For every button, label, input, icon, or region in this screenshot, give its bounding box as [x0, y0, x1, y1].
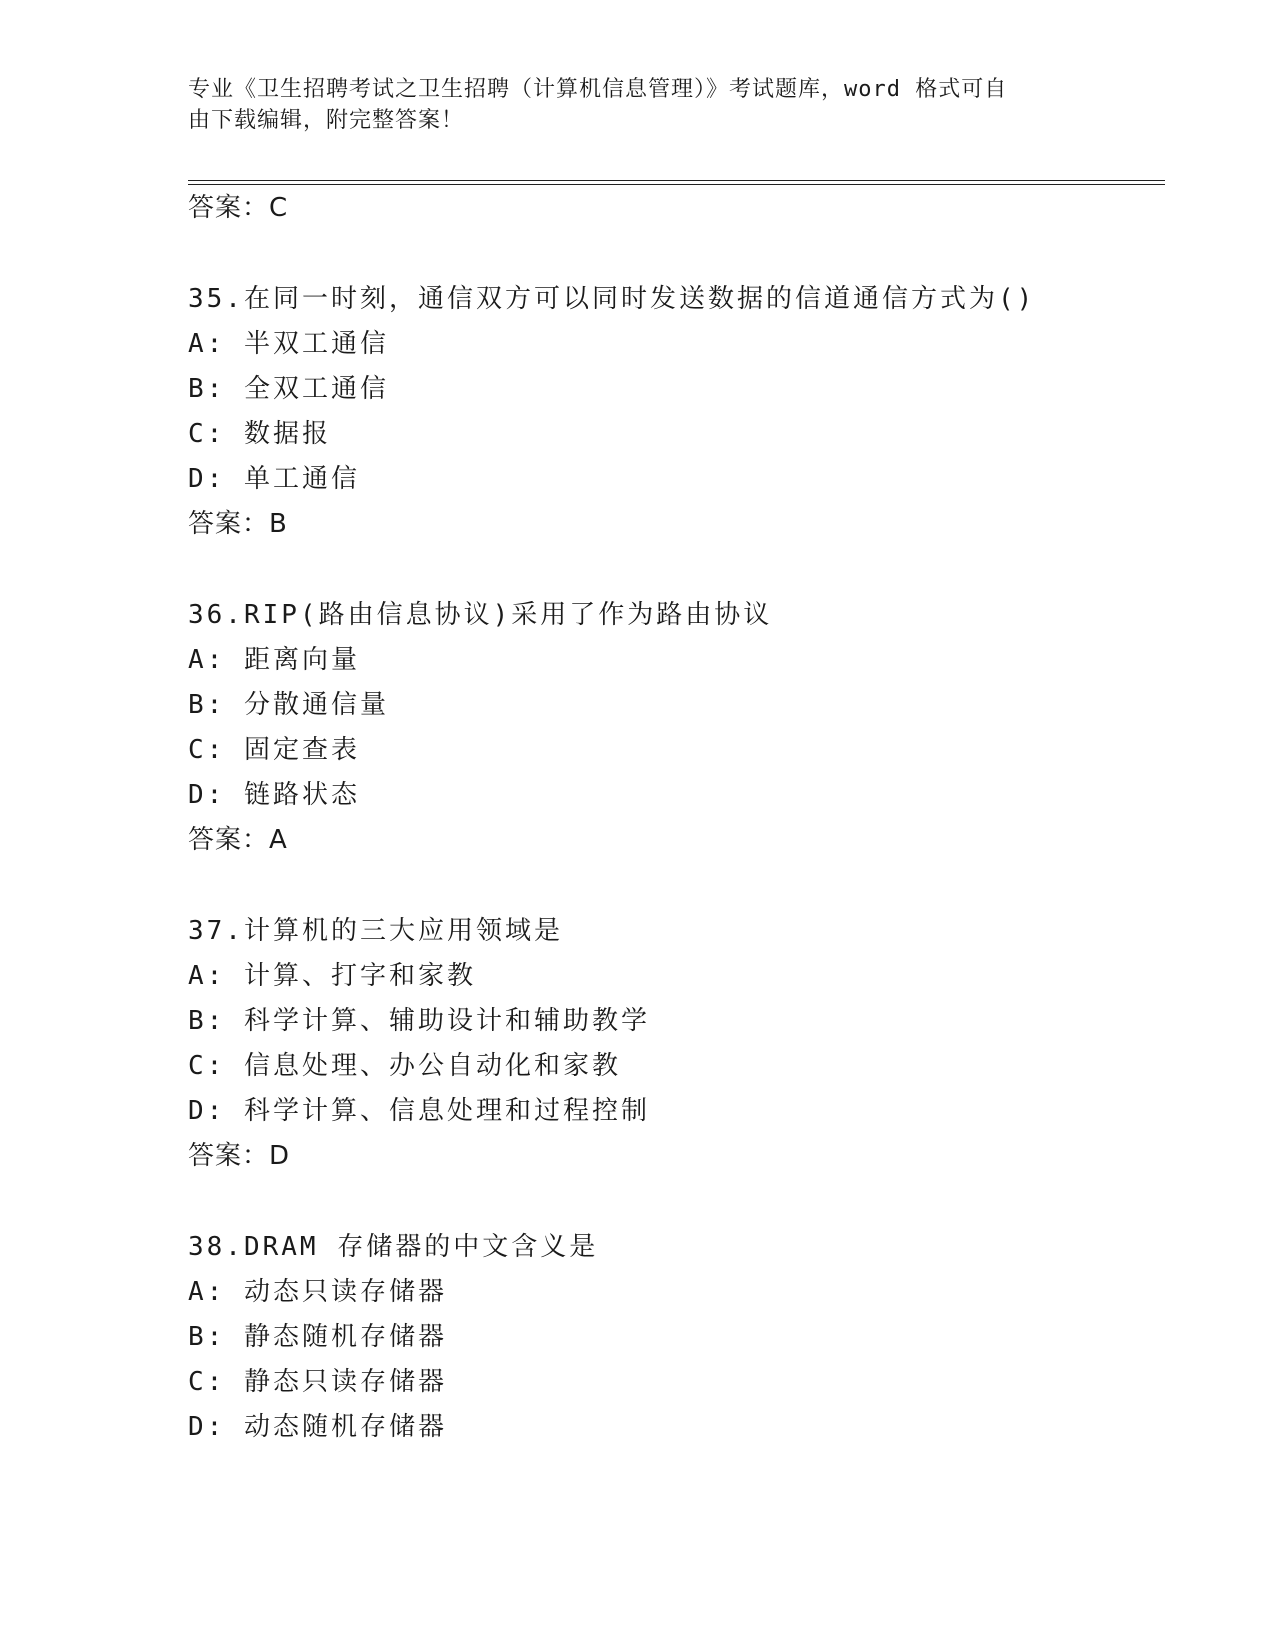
question-36-option-c: C: 固定查表 [188, 735, 360, 765]
header-divider-top [188, 180, 1165, 181]
header-divider-bottom [188, 184, 1165, 185]
question-37-answer: 答案：D [188, 1141, 291, 1171]
question-35-option-a: A: 半双工通信 [188, 329, 389, 359]
question-35-option-d: D: 单工通信 [188, 464, 360, 494]
question-36-option-d: D: 链路状态 [188, 780, 360, 810]
question-36-answer: 答案：A [188, 825, 288, 855]
question-37-option-a: A: 计算、打字和家教 [188, 961, 476, 991]
question-36-option-a: A: 距离向量 [188, 645, 360, 675]
document-header [188, 74, 1088, 136]
previous-answer: 答案：C [188, 193, 289, 223]
header-line-1: 专业《卫生招聘考试之卫生招聘（计算机信息管理）》考试题库，word 格式可自 [188, 77, 1008, 102]
question-35-option-c: C: 数据报 [188, 419, 331, 449]
question-38-option-b: B: 静态随机存储器 [188, 1322, 447, 1352]
question-36-option-b: B: 分散通信量 [188, 690, 389, 720]
question-35-answer: 答案：B [188, 509, 288, 539]
question-37-stem: 37.计算机的三大应用领域是 [188, 916, 563, 946]
question-37-option-d: D: 科学计算、信息处理和过程控制 [188, 1096, 650, 1126]
question-35-stem: 35.在同一时刻，通信双方可以同时发送数据的信道通信方式为() [188, 284, 1036, 314]
question-36-stem: 36.RIP(路由信息协议)采用了作为路由协议 [188, 600, 773, 630]
question-35-option-b: B: 全双工通信 [188, 374, 389, 404]
question-38-option-a: A: 动态只读存储器 [188, 1277, 447, 1307]
question-38-option-c: C: 静态只读存储器 [188, 1367, 447, 1397]
question-37-option-b: B: 科学计算、辅助设计和辅助教学 [188, 1006, 650, 1036]
question-38-stem: 38.DRAM 存储器的中文含义是 [188, 1232, 599, 1262]
header-line-2: 由下载编辑，附完整答案！ [188, 108, 465, 133]
question-38-option-d: D: 动态随机存储器 [188, 1412, 447, 1442]
question-37-option-c: C: 信息处理、办公自动化和家教 [188, 1051, 621, 1081]
